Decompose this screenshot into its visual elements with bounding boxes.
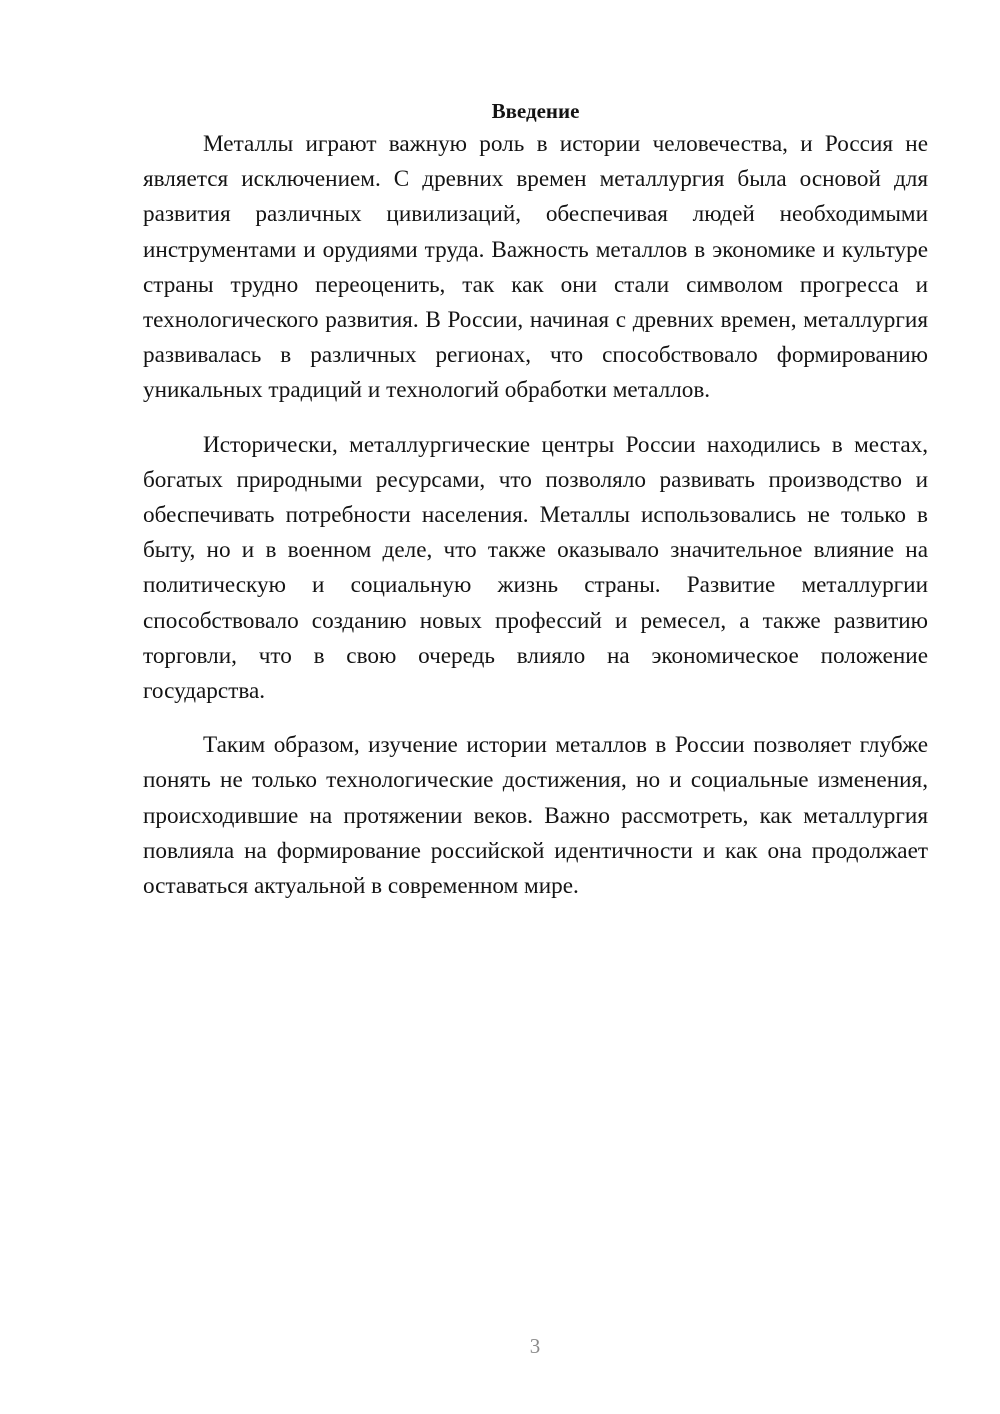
page-number: 3: [529, 1334, 541, 1358]
paragraph-3: Таким образом, изучение истории металлов в России позволяет глубже понять не только технологические достижения, но и социальные изменения, происходившие на протяжении веков. Важно рассмотреть, как металлургия повлияла на формирование российской идентичности и как она продолжает оставаться актуальной в современном мире.: [143, 732, 928, 900]
paragraph-1: Металлы играют важную роль в истории человечества, и Россия не является исключением. С древних времен металлургия была основой для развития различных цивилизаций, обеспечивая людей необходимыми инструментами и орудиями труда. Важность металлов в экономике и культуре страны трудно переоценить, так как они стали символом прогресса и технологического развития. В России, начиная с древних времен, металлургия развивалась в различных регионах, что способствовало формированию уникальных традиций и технологий обработки металлов.: [143, 131, 928, 404]
page-content: [143, 96, 928, 904]
paragraph-gap: [143, 709, 928, 728]
paragraph-2: Исторически, металлургические центры России находились в местах, богатых природными ресурсами, что позволяло развивать производство и обеспечивать потребности населения. Металлы использовались не только в быту, но и в военном деле, что также оказывало значительное влияние на политическую и социальную жизнь страны. Развитие металлургии способствовало созданию новых профессий и ремесел, а также развитию торговли, что в свою очередь влияло на экономическое положение государства.: [143, 431, 928, 705]
paragraph-gap: [143, 409, 928, 428]
section-heading: Введение: [491, 99, 580, 123]
